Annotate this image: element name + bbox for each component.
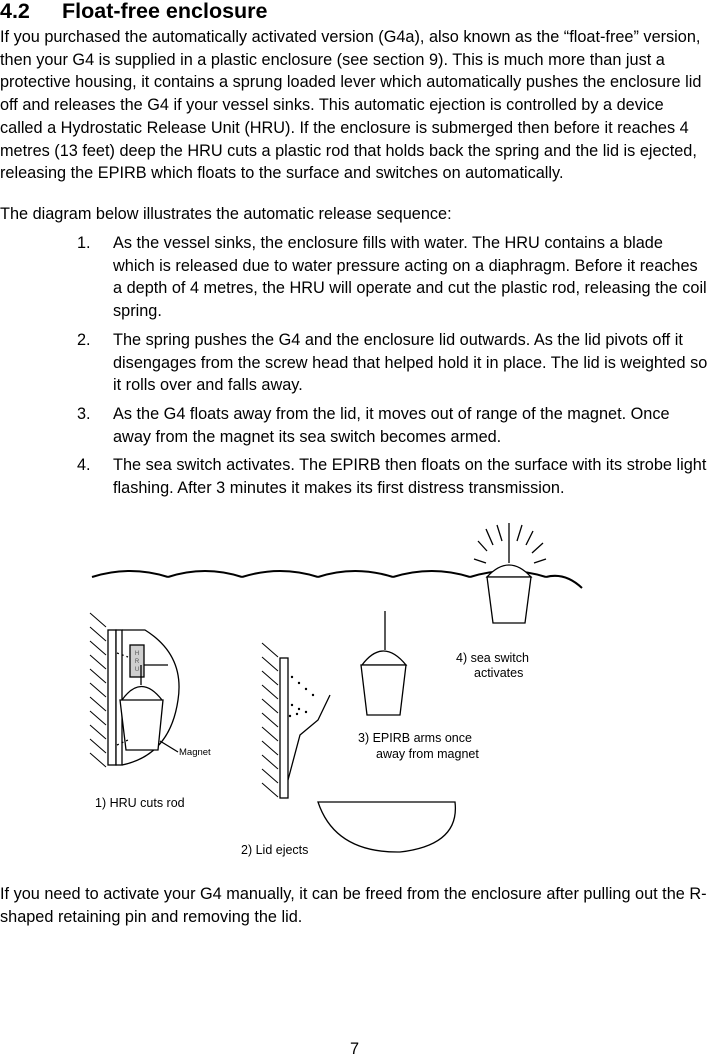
section-number: 4.2 — [0, 0, 30, 23]
label-sea-switch: 4) sea switch — [456, 651, 529, 665]
release-sequence-list — [0, 232, 709, 506]
section-title: Float-free enclosure — [62, 0, 268, 23]
page-number: 7 — [349, 1040, 360, 1058]
list-item — [0, 403, 709, 448]
beacon-cap-stage-3 — [362, 651, 406, 665]
magnet-label: Magnet — [179, 747, 211, 758]
ejected-lid — [318, 802, 455, 852]
strobe-light-rays — [474, 525, 546, 563]
mounting-plate — [280, 658, 288, 798]
closing-paragraph: If you need to activate your G4 manually, it can be freed from the enclosure after pulling out the R-shaped retaining pin and removing the lid. — [0, 885, 707, 926]
intro-paragraph: If you purchased the automatically activated version (G4a), also known as the “float-free” version, then your G4 is supplied in a plastic enclosure (see section 9). This is much more than just a protective housing, it contains a sprung loaded lever which automatically pushes the enclosure lid off and releases the G4 if your vessel sinks. This automatic ejection is controlled by a device called a Hydrostatic Release Unit (HRU). If the enclosure is submerged then before it reaches 4 metres (13 feet) deep the HRU cuts a plastic rod that holds back the spring and the lid is ejected, releasing the EPIRB which floats to the surface and switches on automatically. — [0, 28, 702, 183]
label-lid-ejects: 2) Lid ejects — [241, 843, 309, 857]
list-item — [0, 329, 709, 397]
label-activates: activates — [474, 666, 524, 680]
step-number: 3. — [77, 404, 91, 423]
stage-3-beacon-rising — [358, 611, 479, 761]
step-text: The sea switch activates. The EPIRB then floats on the surface with its strobe light flashing. After 3 minutes it makes its first distress transmission. — [113, 456, 707, 498]
open-enclosure-edge — [288, 695, 330, 780]
spring-motion-dots — [289, 676, 314, 717]
sequence-lead-paragraph: The diagram below illustrates the automatic release sequence: — [0, 205, 452, 223]
beacon-cap-stage-4 — [487, 565, 531, 577]
step-number: 4. — [77, 456, 91, 475]
step-number: 1. — [77, 234, 91, 252]
hru-letter: U — [134, 667, 140, 673]
label-epirb-arms: 3) EPIRB arms once — [358, 731, 472, 745]
step-text: As the G4 floats away from the lid, it moves out of range of the magnet. Once away from the magnet its sea switch becomes armed. — [113, 404, 670, 446]
hru-letter: H — [134, 651, 140, 657]
list-item — [0, 454, 709, 499]
step-text: The spring pushes the G4 and the enclosure lid outwards. As the lid pivots off it disengages from the screw head that helped hold it in place. The lid is weighted so it rolls over and falls away. — [113, 330, 708, 395]
hull-hatching — [262, 643, 278, 797]
beacon-body-stage-3 — [361, 665, 406, 715]
label-away-from-magnet: away from magnet — [376, 747, 479, 761]
hull-hatching — [90, 613, 106, 767]
step-text: As the vessel sinks, the enclosure fills with water. The HRU contains a blade which is released due to water pressure acting on a diaphragm. Before it reaches a depth of 4 metres, the HRU will operate and cut the plastic rod, releasing the coil spring. — [113, 234, 707, 321]
mounting-plate — [108, 630, 116, 765]
hru-letter: R — [134, 659, 140, 665]
label-hru-cuts-rod: 1) HRU cuts rod — [95, 796, 185, 810]
step-number: 2. — [77, 330, 91, 349]
release-sequence-diagram — [0, 515, 709, 865]
stage-4-beacon-active — [456, 523, 546, 680]
beacon-body-stage-4 — [487, 577, 531, 623]
list-item — [0, 232, 709, 323]
section-heading — [0, 0, 268, 24]
magnet-pointer — [160, 741, 178, 752]
beacon-body-stage-1 — [120, 700, 163, 750]
beacon-cap-stage-1 — [122, 687, 162, 701]
stage-1-enclosure — [90, 613, 211, 810]
